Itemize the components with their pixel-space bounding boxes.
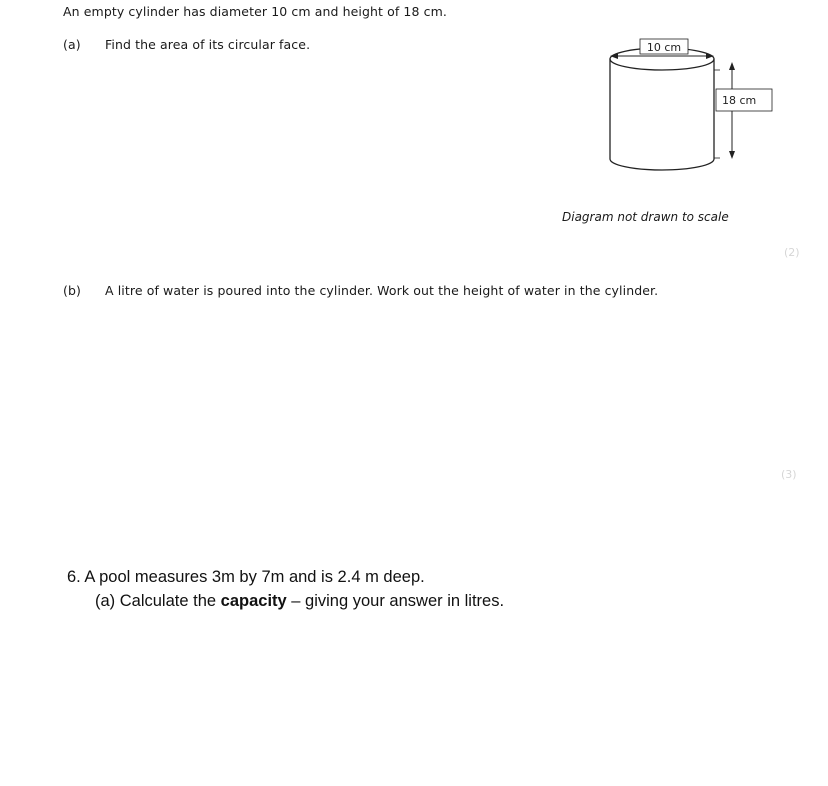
- part-b-text: A litre of water is poured into the cylinder. Work out the height of water in the cylinder.: [105, 283, 659, 298]
- question-6-line-1: 6. A pool measures 3m by 7m and is 2.4 m deep.: [67, 568, 425, 586]
- question-6-line-2: [95, 592, 504, 611]
- height-arrow-top-head: [729, 62, 735, 70]
- part-a-label: (a): [63, 37, 81, 52]
- height-label: 18 cm: [722, 94, 757, 107]
- height-arrow-bottom-head: [729, 151, 735, 159]
- diameter-arrow-left-head: [610, 53, 618, 59]
- part-a-question: [63, 37, 310, 52]
- question-6a-suffix: – giving your answer in litres.: [286, 592, 505, 610]
- intro-text: An empty cylinder has diameter 10 cm and height of 18 cm.: [63, 4, 447, 19]
- cylinder-figure: [600, 34, 800, 194]
- diagram-caption: Diagram not drawn to scale: [562, 210, 729, 224]
- part-b-question: [63, 283, 658, 298]
- cylinder-diagram: [600, 34, 800, 194]
- part-a-text: Find the area of its circular face.: [105, 37, 311, 52]
- marks-a: (2): [784, 246, 800, 259]
- question-6a-bold: capacity: [220, 592, 287, 610]
- marks-b: (3): [781, 468, 797, 481]
- diameter-arrow-right-head: [706, 53, 714, 59]
- question-6a-prefix: (a) Calculate the: [95, 592, 221, 610]
- diameter-label: 10 cm: [646, 41, 682, 54]
- cylinder-bottom-arc: [610, 159, 714, 170]
- part-b-label: (b): [63, 283, 81, 298]
